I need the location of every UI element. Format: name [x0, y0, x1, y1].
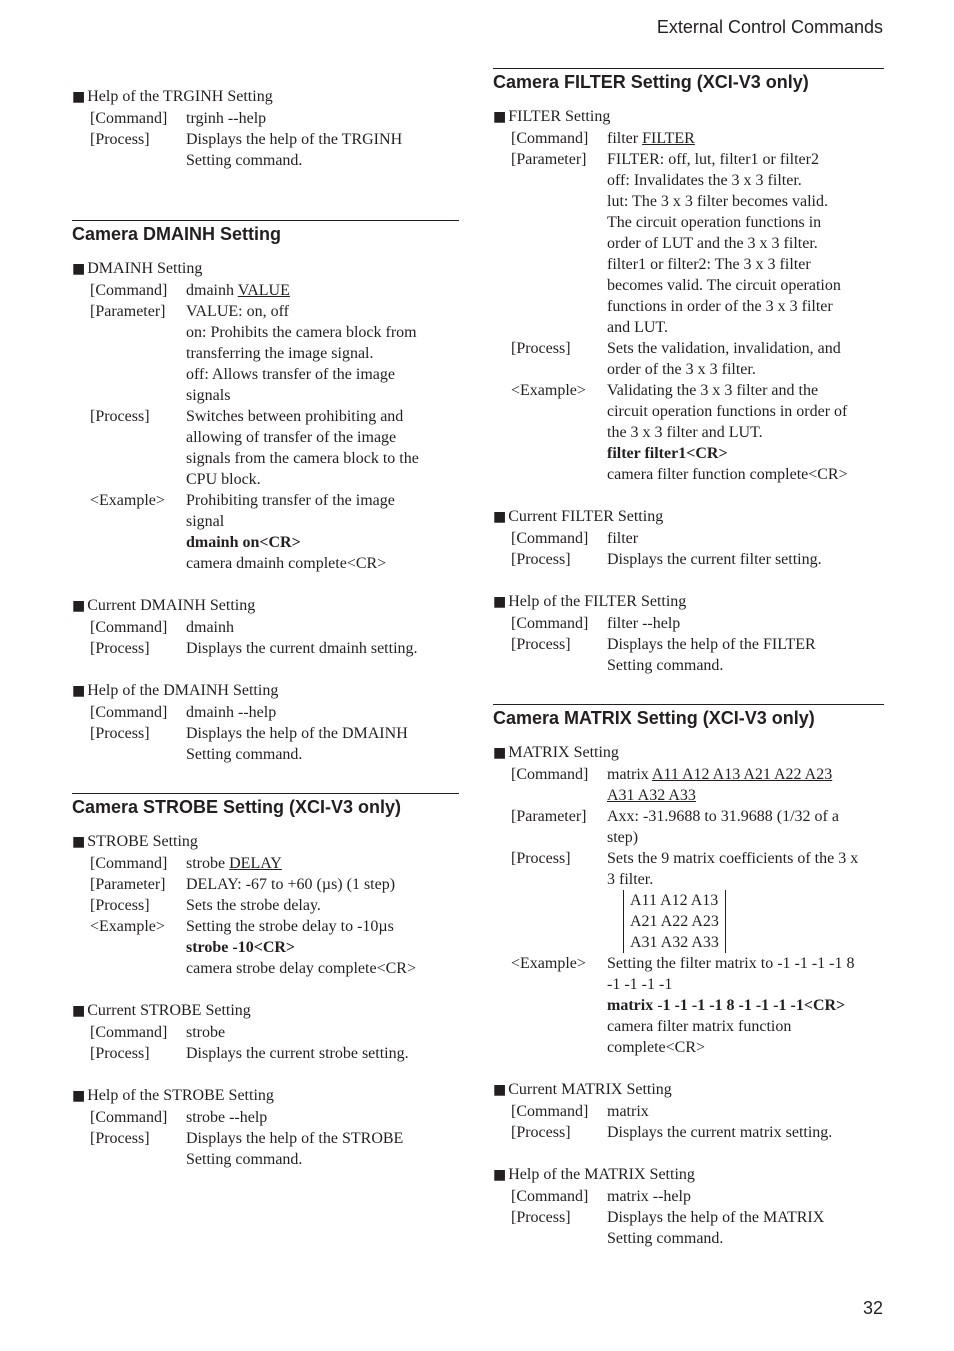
example-label: <Example> [90, 918, 165, 935]
filter-help-block [493, 591, 884, 676]
section-heading: Camera DMAINH Setting [72, 220, 459, 246]
example-command-minus: - [657, 997, 663, 1014]
process-line: 3 filter. [607, 871, 654, 888]
process-line: Displays the help of the MATRIX [607, 1209, 825, 1226]
square-bullet-icon: ■ [493, 1167, 507, 1183]
process-line: Setting command. [607, 657, 724, 674]
example-response: camera filter function complete<CR> [607, 466, 848, 483]
left-column [72, 86, 459, 1170]
command-text: filter --help [607, 615, 681, 632]
process-line: Sets the strobe delay. [186, 897, 321, 914]
process-label: [Process] [90, 897, 150, 914]
command-label: [Command] [511, 1103, 589, 1120]
matrix-setting-block [493, 742, 884, 1058]
matrix-row: A21 A22 A23 [630, 913, 719, 930]
parameter-line: The circuit operation functions in [607, 214, 822, 231]
example-command: dmainh on<CR> [186, 534, 301, 551]
square-bullet-icon: ■ [72, 1003, 86, 1019]
page-number: 32 [862, 1298, 883, 1318]
parameter-line: off: Invalidates the 3 x 3 filter. [607, 172, 802, 189]
square-bullet-icon: ■ [493, 109, 507, 125]
example-command [607, 995, 884, 1016]
block-title: Help of the DMAINH Setting [87, 682, 279, 699]
process-line: allowing of transfer of the image [186, 429, 397, 446]
command-label: [Command] [90, 855, 168, 872]
example-command-values: 1 -1 -1 -1 8 -1 -1 -1 -1<CR> [662, 997, 846, 1014]
parameter-line: and LUT. [607, 319, 669, 336]
command-label: [Command] [90, 110, 168, 127]
example-response: complete<CR> [607, 1039, 706, 1056]
block-title: Help of the STROBE Setting [87, 1087, 274, 1104]
parameter-label: [Parameter] [511, 151, 587, 168]
example-response: camera filter matrix function [607, 1018, 792, 1035]
command-argument: A11 A12 A13 A21 A22 A23 [651, 766, 833, 783]
block-title: Current STROBE Setting [87, 1002, 251, 1019]
square-bullet-icon: ■ [493, 509, 507, 525]
process-label: [Process] [511, 551, 571, 568]
parameter-line: Axx: -31.9688 to 31.9688 (1/32 of a [607, 808, 839, 825]
parameter-line: FILTER: off, lut, filter1 or filter2 [607, 151, 819, 168]
matrix-row: A11 A12 A13 [630, 892, 719, 909]
example-label: <Example> [511, 955, 586, 972]
command-text: trginh --help [186, 110, 267, 127]
process-label: [Process] [511, 1124, 571, 1141]
example-line: -1 -1 -1 -1 [607, 976, 673, 993]
parameter-line: lut: The 3 x 3 filter becomes valid. [607, 193, 828, 210]
parameter-line: on: Prohibits the camera block from [186, 324, 417, 341]
example-line: the 3 x 3 filter and LUT. [607, 424, 763, 441]
process-label: [Process] [511, 340, 571, 357]
block-title: Current MATRIX Setting [508, 1081, 672, 1098]
command-name: strobe [186, 855, 226, 872]
command-label: [Command] [511, 615, 589, 632]
process-line: Displays the current matrix setting. [607, 1124, 833, 1141]
command-label: [Command] [90, 619, 168, 636]
example-response: camera strobe delay complete<CR> [186, 960, 416, 977]
matrix-section [493, 704, 884, 1249]
square-bullet-icon: ■ [493, 745, 507, 761]
process-line: Displays the help of the FILTER [607, 636, 816, 653]
parameter-line: off: Allows transfer of the image [186, 366, 395, 383]
process-label: [Process] [511, 636, 571, 653]
command-label: [Command] [511, 1188, 589, 1205]
process-line: signals from the camera block to the [186, 450, 419, 467]
matrix-row: A31 A32 A33 [630, 934, 719, 951]
strobe-current-block [72, 1000, 459, 1064]
command-text: dmainh [186, 619, 234, 636]
section-heading: Camera MATRIX Setting (XCI-V3 only) [493, 704, 884, 730]
process-label: [Process] [511, 1209, 571, 1226]
process-label: [Process] [90, 1130, 150, 1147]
process-label: [Process] [90, 725, 150, 742]
matrix-current-block [493, 1079, 884, 1143]
example-line: Setting the strobe delay to -10µs [186, 918, 394, 935]
process-line: Displays the help of the STROBE [186, 1130, 404, 1147]
process-line: Setting command. [607, 1230, 724, 1247]
parameter-line: DELAY: -67 to +60 (µs) (1 step) [186, 876, 396, 893]
section-heading: Camera FILTER Setting (XCI-V3 only) [493, 68, 884, 94]
parameter-label: [Parameter] [90, 303, 166, 320]
matrix-help-block [493, 1164, 884, 1249]
process-line: CPU block. [186, 471, 261, 488]
block-title: Help of the FILTER Setting [508, 593, 687, 610]
command-label: [Command] [90, 1024, 168, 1041]
command-text: dmainh --help [186, 704, 277, 721]
section-heading: Camera STROBE Setting (XCI-V3 only) [72, 793, 459, 819]
block-title: MATRIX Setting [508, 744, 619, 761]
parameter-label: [Parameter] [511, 808, 587, 825]
square-bullet-icon: ■ [72, 683, 86, 699]
filter-section [493, 68, 884, 676]
command-argument: DELAY [229, 855, 282, 872]
example-label: <Example> [511, 382, 586, 399]
parameter-line: transferring the image signal. [186, 345, 374, 362]
block-title: Current FILTER Setting [508, 508, 664, 525]
block-title: Help of the MATRIX Setting [508, 1166, 695, 1183]
process-label: [Process] [90, 131, 150, 148]
parameter-line: filter1 or filter2: The 3 x 3 filter [607, 256, 811, 273]
example-command-name: matrix [607, 997, 658, 1014]
command-text: filter [607, 530, 639, 547]
command-name: matrix [607, 766, 649, 783]
process-label: [Process] [511, 850, 571, 867]
parameter-line: becomes valid. The circuit operation [607, 277, 841, 294]
command-label: [Command] [511, 130, 589, 147]
process-line: Displays the help of the TRGINH [186, 131, 403, 148]
process-label: [Process] [90, 1045, 150, 1062]
example-command: filter filter1<CR> [607, 445, 728, 462]
example-line: circuit operation functions in order of [607, 403, 848, 420]
command-name: dmainh [186, 282, 234, 299]
command-text: strobe --help [186, 1109, 268, 1126]
process-line: Displays the current dmainh setting. [186, 640, 418, 657]
process-line: Displays the current filter setting. [607, 551, 822, 568]
command-argument: FILTER [642, 130, 695, 147]
block-title: Current DMAINH Setting [87, 597, 256, 614]
trginh-help-block [72, 86, 459, 171]
running-header: External Control Commands [656, 17, 883, 37]
parameter-line: functions in order of the 3 x 3 filter [607, 298, 833, 315]
dmainh-setting-block [72, 258, 459, 574]
process-line: Switches between prohibiting and [186, 408, 404, 425]
example-command: strobe -10<CR> [186, 939, 296, 956]
example-response: camera dmainh complete<CR> [186, 555, 387, 572]
square-bullet-icon: ■ [72, 1088, 86, 1104]
process-line: Setting command. [186, 1151, 303, 1168]
square-bullet-icon: ■ [72, 834, 86, 850]
process-line: order of the 3 x 3 filter. [607, 361, 756, 378]
parameter-label: [Parameter] [90, 876, 166, 893]
example-line: signal [186, 513, 225, 530]
process-line: Sets the 9 matrix coefficients of the 3 x [607, 850, 859, 867]
example-line: Prohibiting transfer of the image [186, 492, 395, 509]
process-line: Setting command. [186, 152, 303, 169]
square-bullet-icon: ■ [72, 261, 86, 277]
command-text: matrix --help [607, 1188, 691, 1205]
strobe-help-block [72, 1085, 459, 1170]
filter-current-block [493, 506, 884, 570]
command-label: [Command] [90, 1109, 168, 1126]
square-bullet-icon: ■ [72, 89, 86, 105]
example-line: Validating the 3 x 3 filter and the [607, 382, 819, 399]
dmainh-help-block [72, 680, 459, 765]
block-title: FILTER Setting [508, 108, 611, 125]
square-bullet-icon: ■ [72, 598, 86, 614]
block-title: DMAINH Setting [87, 260, 203, 277]
process-line: Setting command. [186, 746, 303, 763]
right-column [493, 68, 884, 1249]
process-label: [Process] [90, 640, 150, 657]
square-bullet-icon: ■ [493, 1082, 507, 1098]
dmainh-current-block [72, 595, 459, 659]
example-line: Setting the filter matrix to -1 -1 -1 -1 8 [607, 955, 855, 972]
command-text: strobe [186, 1024, 226, 1041]
parameter-line: step) [607, 829, 639, 846]
command-label: [Command] [90, 704, 168, 721]
coefficient-matrix [623, 890, 726, 953]
process-label: [Process] [90, 408, 150, 425]
square-bullet-icon: ■ [493, 594, 507, 610]
process-line: Displays the help of the DMAINH [186, 725, 408, 742]
parameter-line: order of LUT and the 3 x 3 filter. [607, 235, 818, 252]
process-line: Sets the validation, invalidation, and [607, 340, 841, 357]
process-line: Displays the current strobe setting. [186, 1045, 409, 1062]
command-label: [Command] [511, 766, 589, 783]
command-label: [Command] [511, 530, 589, 547]
strobe-section [72, 793, 459, 1170]
strobe-setting-block [72, 831, 459, 979]
block-title: Help of the TRGINH Setting [87, 88, 273, 105]
command-name: filter [607, 130, 639, 147]
command-text: matrix [607, 1103, 649, 1120]
parameter-line: VALUE: on, off [186, 303, 289, 320]
parameter-line: signals [186, 387, 231, 404]
command-label: [Command] [90, 282, 168, 299]
filter-setting-block [493, 106, 884, 485]
command-argument: A31 A32 A33 [607, 787, 696, 804]
example-label: <Example> [90, 492, 165, 509]
command-argument: VALUE [237, 282, 290, 299]
dmainh-section [72, 220, 459, 765]
block-title: STROBE Setting [87, 833, 198, 850]
